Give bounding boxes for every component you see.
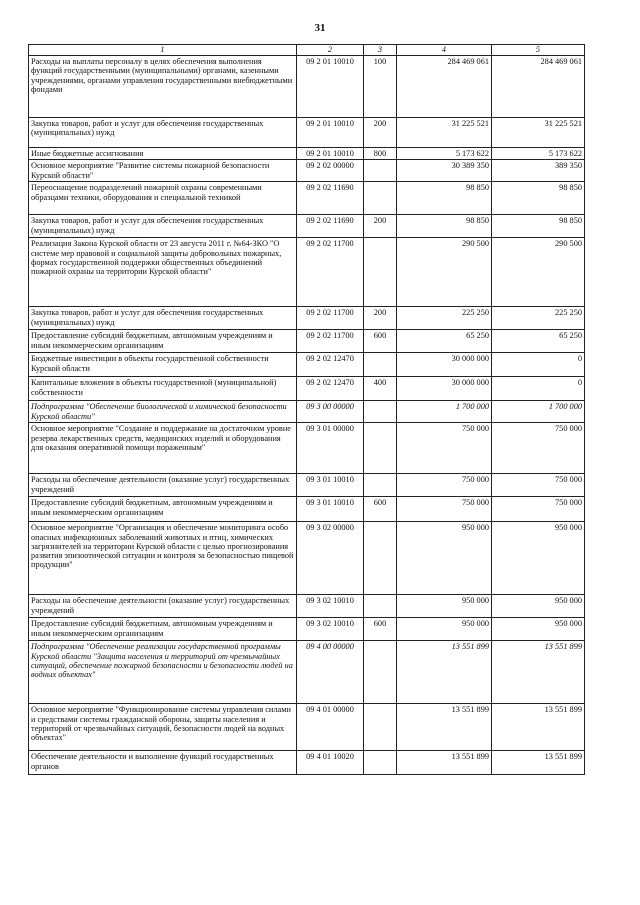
amount-year1-cell: 950 000 — [397, 522, 492, 595]
amount-year2-cell: 13 551 899 — [492, 641, 585, 704]
row-name-cell: Реализация Закона Курской области от 23 августа 2011 г. №64-ЗКО "О системе мер правовой и социальной защиты добровольных пожарных, формах государственной поддержки общественных объединений пожарной охраны на территории Курской области" — [29, 238, 297, 307]
row-name-cell: Закупка товаров, работ и услуг для обеспечения государственных (муниципальных) нужд — [29, 307, 297, 330]
page-number: 31 — [314, 22, 326, 34]
column-header-3: 3 — [364, 45, 397, 56]
target-code-cell: 09 3 01 10010 — [297, 497, 364, 522]
target-code-cell: 09 3 01 10010 — [297, 474, 364, 497]
row-name-cell: Предоставление субсидий бюджетным, автономным учреждениям и иным некоммерческим организациям — [29, 618, 297, 641]
amount-year1-cell: 750 000 — [397, 474, 492, 497]
target-code-cell: 09 2 02 11700 — [297, 238, 364, 307]
amount-year1-cell: 13 551 899 — [397, 751, 492, 775]
amount-year1-cell: 1 700 000 — [397, 401, 492, 423]
table-row — [29, 182, 585, 215]
expense-type-cell: 200 — [364, 118, 397, 148]
row-name-cell: Обеспечение деятельности и выполнение функций государственных органов — [29, 751, 297, 775]
column-header-5: 5 — [492, 45, 585, 56]
target-code-cell: 09 2 02 11700 — [297, 307, 364, 330]
expense-type-cell — [364, 595, 397, 618]
amount-year2-cell: 0 — [492, 377, 585, 401]
amount-year1-cell: 30 000 000 — [397, 353, 492, 377]
table-row — [29, 56, 585, 118]
row-name-cell: Основное мероприятие "Развитие системы пожарной безопасности Курской области" — [29, 160, 297, 182]
row-name-cell: Предоставление субсидий бюджетным, автономным учреждениям и иным некоммерческим организациям — [29, 330, 297, 353]
row-name-cell: Основное мероприятие "Организация и обеспечение мониторинга особо опасных инфекционных заболеваний животных и птиц, химических загрязнителей на территории Курской области с целью прогнозирования развития эпизоотической ситуации и контроля за безопасностью пищевой продукции" — [29, 522, 297, 595]
amount-year1-cell: 290 500 — [397, 238, 492, 307]
expense-type-cell: 600 — [364, 330, 397, 353]
amount-year1-cell: 284 469 061 — [397, 56, 492, 118]
amount-year2-cell: 750 000 — [492, 497, 585, 522]
table-row — [29, 423, 585, 474]
target-code-cell: 09 2 01 10010 — [297, 56, 364, 118]
row-name-cell: Переоснащение подразделений пожарной охраны современными образцами техники, оборудования и специальной техникой — [29, 182, 297, 215]
target-code-cell: 09 2 02 12470 — [297, 377, 364, 401]
row-name-cell: Иные бюджетные ассигнования — [29, 148, 297, 160]
amount-year1-cell: 30 000 000 — [397, 377, 492, 401]
row-name-cell: Основное мероприятие "Функционирование системы управления силами и средствами системы гражданской обороны, защиты населения и территорий от чрезвычайных ситуаций, безопасности людей на водных объектах" — [29, 704, 297, 751]
table-row — [29, 641, 585, 704]
amount-year1-cell: 30 389 350 — [397, 160, 492, 182]
target-code-cell: 09 3 00 00000 — [297, 401, 364, 423]
target-code-cell: 09 2 01 10010 — [297, 118, 364, 148]
target-code-cell: 09 3 02 00000 — [297, 522, 364, 595]
table-row — [29, 751, 585, 775]
table-row — [29, 618, 585, 641]
expense-type-cell: 600 — [364, 497, 397, 522]
row-name-cell: Основное мероприятие "Создание и поддержание на достаточном уровне резерва лекарственных средств, медицинских изделий и оборудования для оказания оперативной помощи пораженным" — [29, 423, 297, 474]
target-code-cell: 09 2 02 11690 — [297, 182, 364, 215]
row-name-cell: Закупка товаров, работ и услуг для обеспечения государственных (муниципальных) нужд — [29, 215, 297, 238]
amount-year1-cell: 31 225 521 — [397, 118, 492, 148]
target-code-cell: 09 2 02 00000 — [297, 160, 364, 182]
expense-type-cell — [364, 423, 397, 474]
amount-year1-cell: 98 850 — [397, 215, 492, 238]
target-code-cell: 09 3 02 10010 — [297, 618, 364, 641]
column-number-row — [29, 45, 585, 56]
amount-year2-cell: 750 000 — [492, 423, 585, 474]
amount-year2-cell: 1 700 000 — [492, 401, 585, 423]
table-row — [29, 377, 585, 401]
budget-table — [28, 44, 585, 775]
amount-year2-cell: 98 850 — [492, 215, 585, 238]
expense-type-cell: 200 — [364, 307, 397, 330]
amount-year1-cell: 750 000 — [397, 497, 492, 522]
amount-year2-cell: 950 000 — [492, 618, 585, 641]
row-name-cell: Бюджетные инвестиции в объекты государственной собственности Курской области — [29, 353, 297, 377]
amount-year1-cell: 225 250 — [397, 307, 492, 330]
expense-type-cell: 800 — [364, 148, 397, 160]
table-row — [29, 160, 585, 182]
amount-year2-cell: 98 850 — [492, 182, 585, 215]
target-code-cell: 09 3 01 00000 — [297, 423, 364, 474]
amount-year2-cell: 31 225 521 — [492, 118, 585, 148]
amount-year2-cell: 65 250 — [492, 330, 585, 353]
amount-year1-cell: 950 000 — [397, 595, 492, 618]
amount-year2-cell: 950 000 — [492, 522, 585, 595]
table-row — [29, 238, 585, 307]
amount-year1-cell: 13 551 899 — [397, 641, 492, 704]
amount-year2-cell: 5 173 622 — [492, 148, 585, 160]
table-row — [29, 497, 585, 522]
expense-type-cell: 100 — [364, 56, 397, 118]
target-code-cell: 09 2 01 10010 — [297, 148, 364, 160]
row-name-cell: Расходы на обеспечение деятельности (оказание услуг) государственных учреждений — [29, 474, 297, 497]
target-code-cell: 09 4 00 00000 — [297, 641, 364, 704]
target-code-cell: 09 4 01 10020 — [297, 751, 364, 775]
row-name-cell: Расходы на выплаты персоналу в целях обеспечения выполнения функций государственными (муниципальными) органами, казенными учреждениями, органами управления государственными внебюджетными фондами — [29, 56, 297, 118]
expense-type-cell — [364, 401, 397, 423]
row-name-cell: Закупка товаров, работ и услуг для обеспечения государственных (муниципальных) нужд — [29, 118, 297, 148]
amount-year1-cell: 65 250 — [397, 330, 492, 353]
amount-year2-cell: 225 250 — [492, 307, 585, 330]
amount-year2-cell: 13 551 899 — [492, 704, 585, 751]
expense-type-cell — [364, 641, 397, 704]
expense-type-cell — [364, 182, 397, 215]
row-name-cell: Предоставление субсидий бюджетным, автономным учреждениям и иным некоммерческим организациям — [29, 497, 297, 522]
amount-year1-cell: 98 850 — [397, 182, 492, 215]
table-row — [29, 704, 585, 751]
expense-type-cell — [364, 751, 397, 775]
amount-year2-cell: 290 500 — [492, 238, 585, 307]
table-row — [29, 353, 585, 377]
row-name-cell: Подпрограмма "Обеспечение биологической и химической безопасности Курской области" — [29, 401, 297, 423]
table-body — [29, 56, 585, 775]
amount-year2-cell: 750 000 — [492, 474, 585, 497]
target-code-cell: 09 4 01 00000 — [297, 704, 364, 751]
table-row — [29, 595, 585, 618]
amount-year1-cell: 950 000 — [397, 618, 492, 641]
table-row — [29, 330, 585, 353]
table-row — [29, 148, 585, 160]
amount-year1-cell: 13 551 899 — [397, 704, 492, 751]
table-row — [29, 307, 585, 330]
expense-type-cell — [364, 238, 397, 307]
row-name-cell: Капитальные вложения в объекты государственной (муниципальной) собственности — [29, 377, 297, 401]
row-name-cell: Подпрограмма "Обеспечение реализации государственной программы Курской области "Защита населения и территорий от чрезвычайных ситуаций, обеспечение пожарной безопасности и безопасности людей на водных объектах" — [29, 641, 297, 704]
table-row — [29, 522, 585, 595]
table-row — [29, 118, 585, 148]
expense-type-cell: 600 — [364, 618, 397, 641]
table-row — [29, 474, 585, 497]
target-code-cell: 09 2 02 11690 — [297, 215, 364, 238]
column-header-4: 4 — [397, 45, 492, 56]
expense-type-cell — [364, 474, 397, 497]
column-header-1: 1 — [29, 45, 297, 56]
expense-type-cell: 400 — [364, 377, 397, 401]
amount-year1-cell: 750 000 — [397, 423, 492, 474]
expense-type-cell — [364, 704, 397, 751]
row-name-cell: Расходы на обеспечение деятельности (оказание услуг) государственных учреждений — [29, 595, 297, 618]
amount-year2-cell: 0 — [492, 353, 585, 377]
target-code-cell: 09 3 02 10010 — [297, 595, 364, 618]
amount-year2-cell: 389 350 — [492, 160, 585, 182]
amount-year2-cell: 13 551 899 — [492, 751, 585, 775]
table-row — [29, 215, 585, 238]
expense-type-cell — [364, 353, 397, 377]
table-row — [29, 401, 585, 423]
target-code-cell: 09 2 02 12470 — [297, 353, 364, 377]
amount-year2-cell: 950 000 — [492, 595, 585, 618]
column-header-2: 2 — [297, 45, 364, 56]
amount-year2-cell: 284 469 061 — [492, 56, 585, 118]
expense-type-cell — [364, 522, 397, 595]
expense-type-cell — [364, 160, 397, 182]
amount-year1-cell: 5 173 622 — [397, 148, 492, 160]
expense-type-cell: 200 — [364, 215, 397, 238]
target-code-cell: 09 2 02 11700 — [297, 330, 364, 353]
